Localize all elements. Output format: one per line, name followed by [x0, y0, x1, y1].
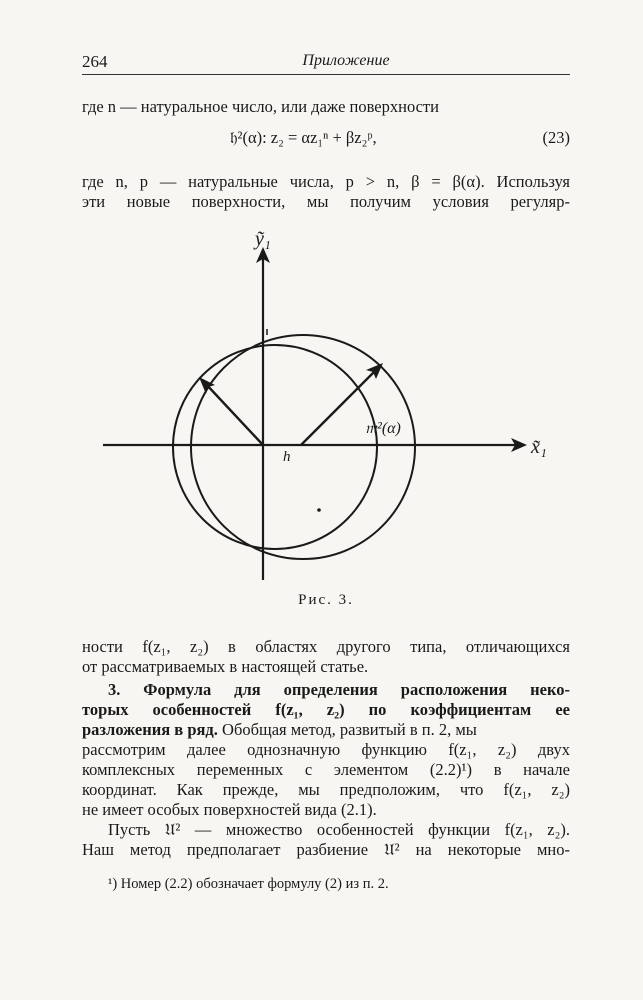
origin-label: h — [283, 449, 291, 465]
text-line-9: координат. Как прежде, мы предположим, что f(z₁, z₂) — [82, 780, 570, 799]
text-line-6-rest: Обобщая метод, развитый в п. 2, мы — [217, 720, 477, 739]
running-header — [82, 48, 570, 78]
left-radius-arrow — [205, 383, 263, 445]
header-rule — [82, 74, 570, 75]
page-number: 264 — [82, 52, 108, 71]
formula-number: (23) — [542, 128, 570, 147]
text-line-7: рассмотрим далее однозначную функцию f(z₁, z₂) двух — [82, 740, 570, 759]
section-heading-line-1: 3. Формула для определения расположения неко- — [108, 680, 570, 699]
x-axis-label: x̃₁ — [531, 436, 547, 458]
text-line-8: комплексных переменных с элементом (2.2)¹) в начале — [82, 760, 570, 779]
text-line-1: где n — натуральное число, или даже поверхности — [82, 97, 439, 116]
text-line-10: не имеет особых поверхностей вида (2.1). — [82, 800, 377, 819]
text-line-4: ности f(z₁, z₂) в областях другого типа, отличающихся — [82, 637, 570, 656]
dot-mark — [317, 508, 321, 512]
footnote: ¹) Номер (2.2) обозначает формулу (2) из п. 2. — [108, 876, 389, 892]
section-heading-line-2: торых особенностей f(z₁, z₂) по коэффициентам ее — [82, 700, 570, 719]
text-line-12: Наш метод предполагает разбиение 𝔘² на некоторые мно- — [82, 840, 570, 859]
section-heading-line-3: разложения в ряд. — [82, 720, 218, 739]
curve-label: 𝔪²(α) — [365, 420, 401, 437]
figure-3-diagram — [95, 225, 545, 590]
small-circle — [173, 345, 377, 549]
running-title: Приложение — [302, 52, 390, 69]
text-line-2: где n, p — натуральные числа, p > n, β = β(α). Используя — [82, 172, 570, 191]
formula-expression: 𝔥²(α): z₂ = αz₁ⁿ + βz₂ᵖ, — [230, 128, 377, 147]
text-line-6 — [82, 720, 570, 740]
formula-23 — [82, 126, 570, 150]
text-line-3: эти новые поверхности, мы получим условия регуляр- — [82, 192, 570, 211]
large-circle — [191, 335, 415, 559]
text-line-5: от рассматриваемых в настоящей статье. — [82, 657, 369, 676]
y-axis-label: ỹ₁ — [255, 228, 271, 250]
text-line-11: Пусть 𝔘² — множество особенностей функции f(z₁, z₂). — [108, 820, 570, 839]
figure-caption: Рис. 3. — [298, 592, 354, 608]
